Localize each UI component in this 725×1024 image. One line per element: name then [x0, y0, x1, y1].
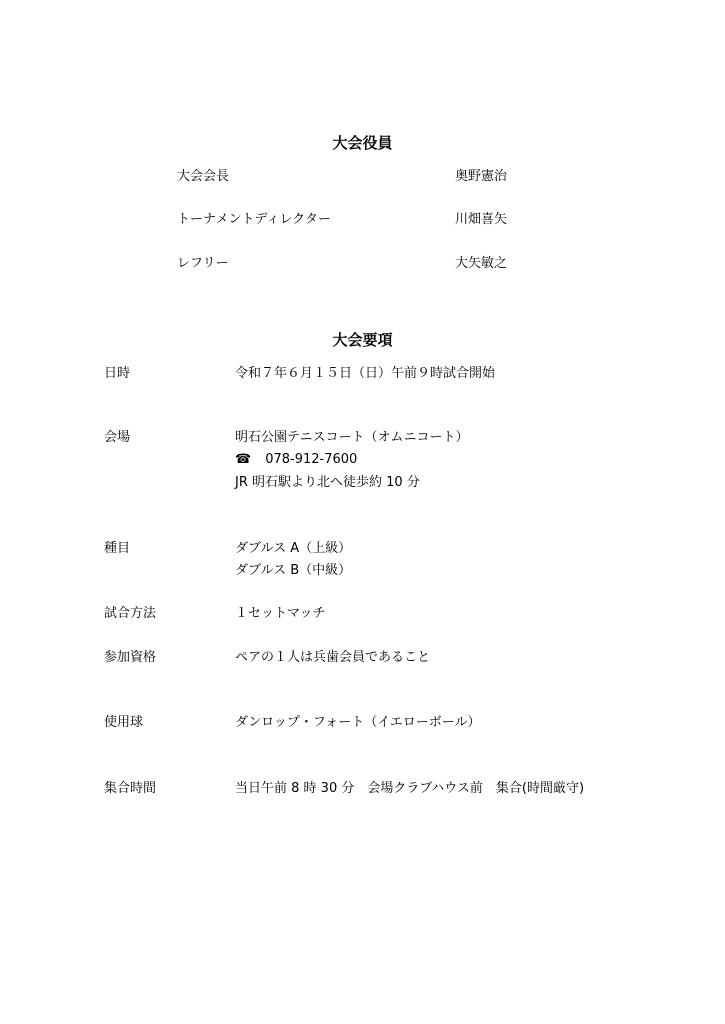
- official-name-president: 奥野憲治: [455, 169, 508, 184]
- venue-name: 明石公園テニスコート（オムニコート）: [235, 430, 469, 445]
- venue-access: JR 明石駅より北へ徒歩約 10 分: [235, 475, 420, 490]
- venue-phone-row: [235, 453, 357, 466]
- format-label: 試合方法: [104, 606, 157, 621]
- assembly-value: 当日午前 8 時 30 分 会場クラブハウス前 集合(時間厳守): [235, 781, 585, 796]
- venue-phone: 078-912-7600: [265, 452, 358, 467]
- format-value: １セットマッチ: [235, 606, 326, 621]
- venue-label: 会場: [104, 430, 131, 445]
- eligibility-value: ペアの１人は兵歯会員であること: [235, 650, 431, 665]
- eligibility-label: 参加資格: [104, 650, 157, 665]
- ball-label: 使用球: [104, 715, 144, 730]
- datetime-label: 日時: [104, 366, 131, 381]
- telephone-icon: ☎: [235, 452, 252, 467]
- assembly-label: 集合時間: [104, 781, 157, 796]
- event-doubles-b: ダブルス B（中級）: [235, 563, 352, 578]
- events-label: 種目: [104, 541, 131, 556]
- official-name-director: 川畑喜矢: [455, 212, 508, 227]
- official-role-president: 大会会長: [177, 169, 230, 184]
- event-doubles-a: ダブルス A（上級）: [235, 541, 352, 556]
- official-role-referee: レフリー: [177, 256, 229, 271]
- officials-heading: 大会役員: [332, 134, 393, 152]
- details-heading: 大会要項: [332, 331, 393, 349]
- official-role-director: トーナメントディレクター: [177, 212, 331, 227]
- datetime-value: 令和７年６月１５日（日）午前９時試合開始: [235, 366, 496, 381]
- ball-value: ダンロップ・フォート（イエローボール）: [235, 715, 481, 730]
- official-name-referee: 大矢敏之: [455, 256, 508, 271]
